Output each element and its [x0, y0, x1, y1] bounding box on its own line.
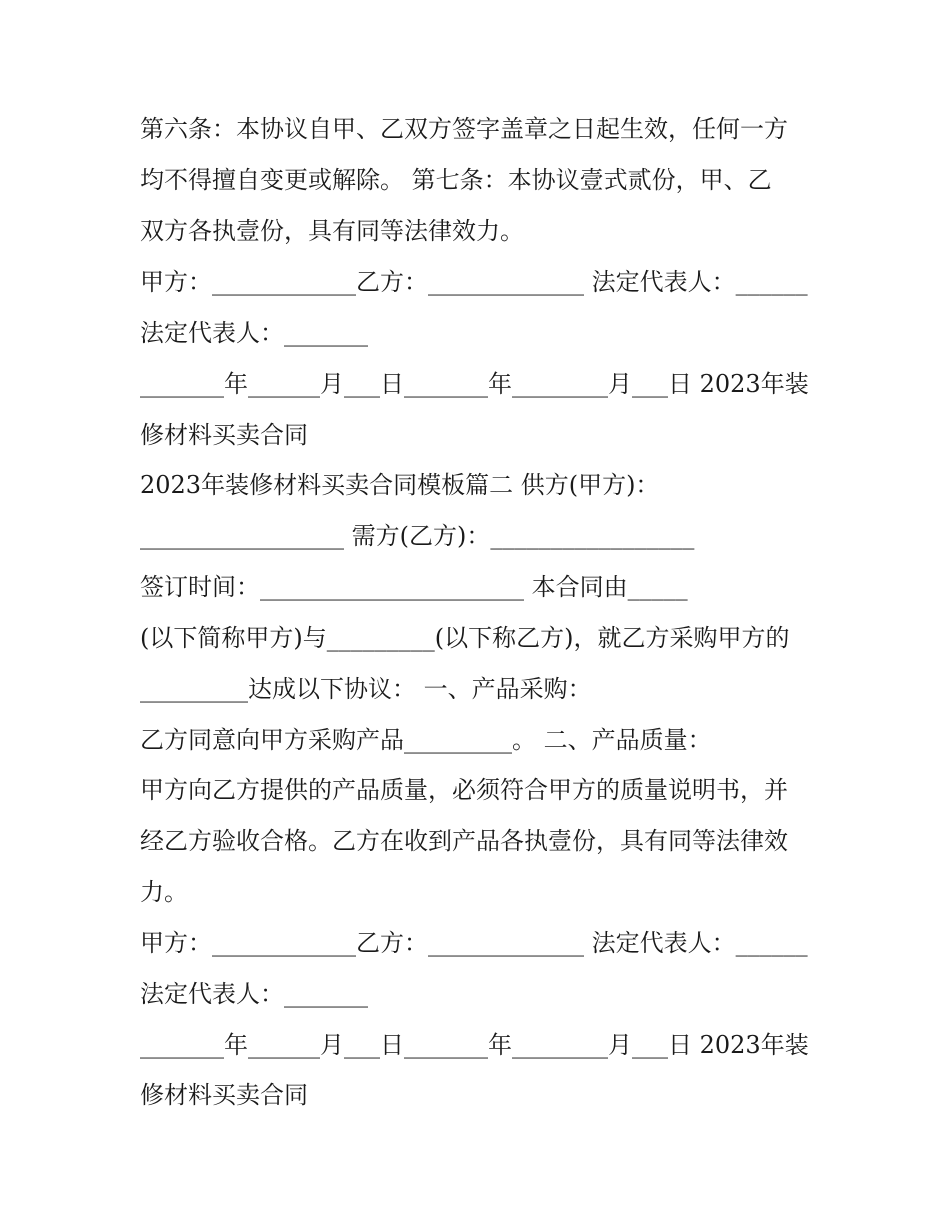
signature-line: 法定代表人：_______: [140, 980, 368, 1008]
text-line: 力。: [140, 878, 188, 906]
text-line: 签订时间：______________________ 本合同由_____: [140, 573, 688, 601]
signature-line: 甲方：____________乙方：_____________ 法定代表人：______: [140, 268, 808, 296]
text-line: 第六条：本协议自甲、乙双方签字盖章之日起生效，任何一方: [140, 115, 788, 143]
text-line: 修材料买卖合同: [140, 421, 308, 449]
text-line: _________达成以下协议： 一、产品采购：: [140, 675, 592, 703]
text-line: 均不得擅自变更或解除。 第七条：本协议壹式贰份，甲、乙: [140, 166, 772, 194]
signature-line: 法定代表人：_______: [140, 319, 368, 347]
text-line: 双方各执壹份，具有同等法律效力。: [140, 217, 524, 245]
text-line: 经乙方验收合格。乙方在收到产品各执壹份，具有同等法律效: [140, 827, 788, 855]
signature-line: 甲方：____________乙方：_____________ 法定代表人：______: [140, 929, 808, 957]
date-line: _______年______月___日_______年________月___日 2023年装: [140, 370, 809, 398]
date-line: _______年______月___日_______年________月___日 2023年装: [140, 1031, 809, 1059]
section-heading: 2023年装修材料买卖合同模板篇二 供方(甲方)：: [140, 471, 660, 499]
text-line: 乙方同意向甲方采购产品_________。 二、产品质量：: [140, 726, 712, 754]
text-line: (以下简称甲方)与_________(以下称乙方)，就乙方采购甲方的: [140, 624, 790, 652]
text-line: _________________ 需方(乙方)：_________________: [140, 522, 695, 550]
text-line: 甲方向乙方提供的产品质量，必须符合甲方的质量说明书，并: [140, 776, 788, 804]
text-line: 修材料买卖合同: [140, 1081, 308, 1109]
